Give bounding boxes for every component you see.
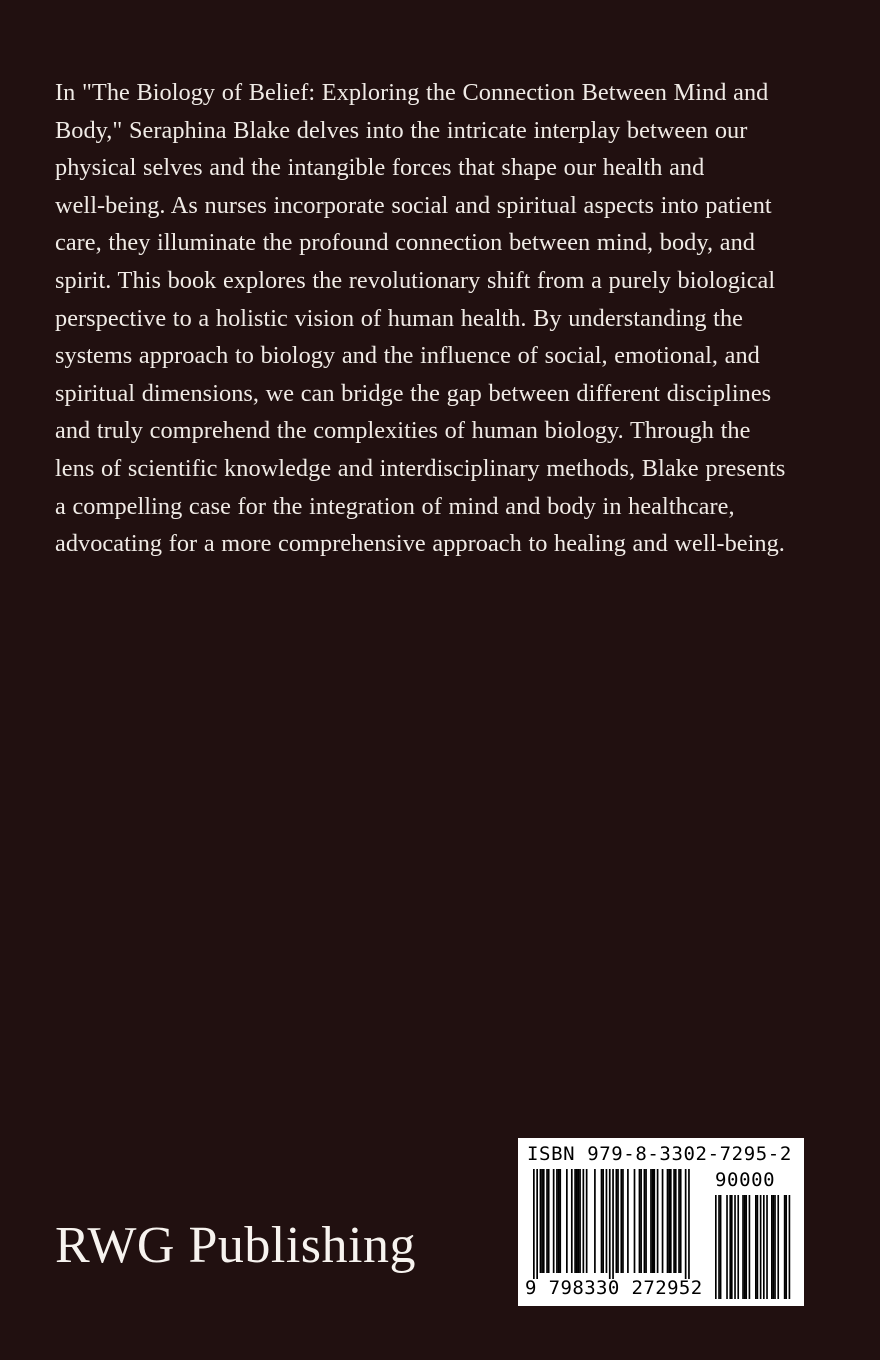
addon-bar <box>777 1195 779 1299</box>
addon-bar <box>789 1195 791 1299</box>
barcode-bar <box>616 1169 618 1273</box>
barcode-bar <box>662 1169 664 1273</box>
addon-bar <box>744 1195 746 1299</box>
addon-bar <box>774 1195 776 1299</box>
addon-bar <box>731 1195 733 1299</box>
barcode-bar <box>644 1169 646 1273</box>
barcode-bar <box>617 1169 619 1273</box>
addon-bar <box>773 1195 775 1299</box>
addon-bar <box>785 1195 787 1299</box>
barcode-bar <box>639 1169 641 1273</box>
barcode-bar <box>579 1169 581 1273</box>
barcode-bar <box>546 1169 548 1273</box>
barcode-bar <box>556 1169 558 1273</box>
addon-bar <box>718 1195 720 1299</box>
barcode-bar <box>622 1169 624 1273</box>
barcode-bar <box>540 1169 542 1273</box>
barcode-bar <box>653 1169 655 1273</box>
barcode-bar <box>586 1169 588 1273</box>
barcode-bar <box>571 1169 573 1273</box>
barcode-guard-bar <box>685 1169 687 1279</box>
barcode-bar <box>627 1169 629 1273</box>
barcode-bar <box>675 1169 677 1273</box>
barcode-bar <box>583 1169 585 1273</box>
barcode-bar <box>673 1169 675 1273</box>
barcode-bar <box>640 1169 642 1273</box>
addon-bar <box>749 1195 751 1299</box>
barcode-bar <box>578 1169 580 1273</box>
book-description: In "The Biology of Belief: Exploring the Connection Between Mind and Body," Seraphina Blake delves into the intricate interplay between our physical selves and the intangible forces that shape our health and well-being. As nurses incorporate social and spiritual aspects into patient care, they illuminate the profound connection between mind, body, and spirit. This book explores the revolutionary shift from a purely biological perspective to a holistic vision of human health. By understanding the systems approach to biology and the influence of social, emotional, and spiritual dimensions, we can bridge the gap between different disciplines and truly comprehend the complexities of human biology. Through the lens of scientific knowledge and interdisciplinary methods, Blake presents a compelling case for the integration of mind and body in healthcare, advocating for a more comprehensive approach to healing and well-being. <box>55 79 786 558</box>
addon-bar <box>760 1195 762 1299</box>
addon-bar <box>737 1195 739 1299</box>
addon-bar <box>734 1195 736 1299</box>
barcode-bar <box>680 1169 682 1273</box>
addon-bar <box>720 1195 722 1299</box>
barcode-bar <box>601 1169 603 1273</box>
addon-bar <box>726 1195 728 1299</box>
price-code: 90000 <box>715 1169 776 1191</box>
barcode-guard-bar <box>609 1169 611 1279</box>
isbn-barcode-block <box>518 1138 804 1306</box>
barcode-bar <box>652 1169 654 1273</box>
isbn-label: ISBN 979-8-3302-7295-2 <box>527 1143 792 1165</box>
addon-bar <box>742 1195 744 1299</box>
barcode-bar <box>574 1169 576 1273</box>
barcode-bar <box>620 1169 622 1273</box>
barcode-bar <box>634 1169 636 1273</box>
addon-bar <box>745 1195 747 1299</box>
addon-bar <box>784 1195 786 1299</box>
addon-bar <box>757 1195 759 1299</box>
barcode-bar <box>668 1169 670 1273</box>
barcode-bar <box>670 1169 672 1273</box>
barcode-bar <box>558 1169 560 1273</box>
barcode-bar <box>553 1169 555 1273</box>
ean-digits: 9 798330 272952 <box>525 1277 703 1299</box>
barcode-bar <box>543 1169 545 1273</box>
barcode-bar <box>650 1169 652 1273</box>
barcode-bar <box>657 1169 659 1273</box>
barcode-bar <box>645 1169 647 1273</box>
barcode-bar <box>594 1169 596 1273</box>
barcode-bar <box>559 1169 561 1273</box>
barcode-guard-bar <box>536 1169 538 1279</box>
barcode-guard-bar <box>533 1169 535 1279</box>
barcode-bar <box>602 1169 604 1273</box>
addon-bar <box>715 1195 717 1299</box>
addon-bar <box>729 1195 731 1299</box>
addon-bar <box>766 1195 768 1299</box>
publisher-name: RWG Publishing <box>55 1217 416 1274</box>
addon-bar <box>771 1195 773 1299</box>
barcode-bar <box>548 1169 550 1273</box>
barcode-guard-bar <box>612 1169 614 1279</box>
barcode-bar <box>606 1169 608 1273</box>
barcode-bar <box>566 1169 568 1273</box>
barcode-bar <box>576 1169 578 1273</box>
addon-bar <box>763 1195 765 1299</box>
barcode-bar <box>541 1169 543 1273</box>
barcode-bar <box>678 1169 680 1273</box>
addon-bar <box>755 1195 757 1299</box>
barcode-guard-bar <box>688 1169 690 1279</box>
barcode-bar <box>667 1169 669 1273</box>
